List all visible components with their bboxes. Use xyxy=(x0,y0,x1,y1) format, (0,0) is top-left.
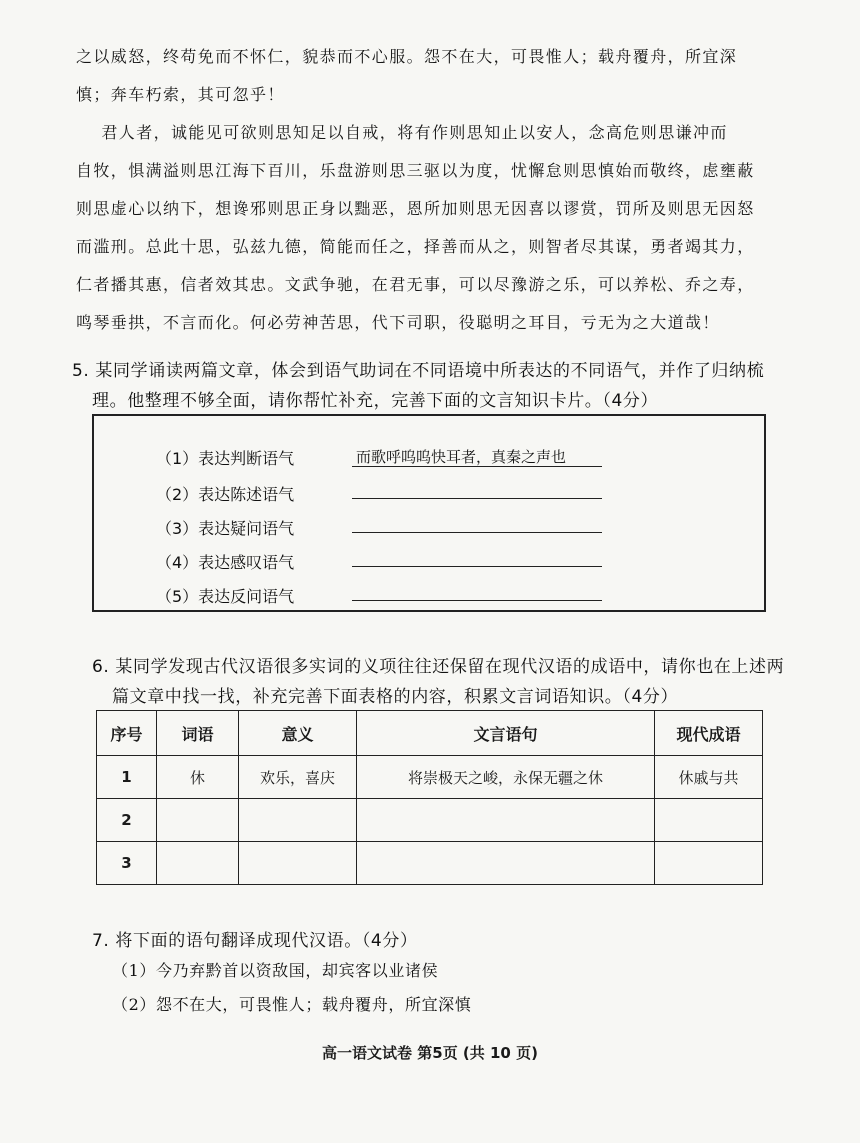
card-item-label: （3）表达疑问语气 xyxy=(156,519,295,538)
header-word: 词语 xyxy=(157,711,239,756)
question-7-item: （1）今乃弃黔首以资敌国，却宾客以业诸侯 xyxy=(112,961,439,980)
table-row xyxy=(97,842,763,885)
passage-line: 自牧，惧满溢则思江海下百川，乐盘游则思三驱以为度，忧懈怠则思慎始而敬终，虑壅蔽 xyxy=(76,161,755,180)
cell-index: 1 xyxy=(97,756,157,799)
card-item-label: （5）表达反问语气 xyxy=(156,587,295,606)
cell-index: 2 xyxy=(97,799,157,842)
card-item-answer: 而歌呼呜呜快耳者，真秦之声也 xyxy=(356,448,567,466)
question-5-text: 理。他整理不够全面，请你帮忙补充，完善下面的文言知识卡片。（4分） xyxy=(92,391,659,411)
passage-line: 则思虚心以纳下，想谗邪则思正身以黜恶，恩所加则思无因喜以谬赏，罚所及则思无因怒 xyxy=(76,199,755,218)
passage-line: 慎；奔车朽索，其可忽乎！ xyxy=(76,85,285,104)
cell-meaning: 欢乐，喜庆 xyxy=(239,756,357,799)
cell-word xyxy=(157,799,239,842)
page-footer: 高一语文试卷 第5页 (共 10 页) xyxy=(322,1044,538,1062)
passage-line: 之以威怒，终苟免而不怀仁，貌恭而不心服。怨不在大，可畏惟人；载舟覆舟，所宜深 xyxy=(76,47,738,66)
cell-meaning xyxy=(239,842,357,885)
question-6-text: 篇文章中找一找，补充完善下面表格的内容，积累文言词语知识。（4分） xyxy=(112,687,679,707)
header-idiom: 现代成语 xyxy=(655,711,763,756)
cell-sentence xyxy=(357,799,655,842)
cell-sentence: 将崇极天之峻，永保无疆之休 xyxy=(357,756,655,799)
card-item-label: （4）表达感叹语气 xyxy=(156,553,295,572)
cell-idiom xyxy=(655,842,763,885)
card-item-label: （2）表达陈述语气 xyxy=(156,485,295,504)
passage-line: 君人者，诚能见可欲则思知足以自戒，将有作则思知止以安人，念高危则思谦冲而 xyxy=(84,123,728,142)
passage-line: 鸣琴垂拱，不言而化。何必劳神苦思，代下司职，役聪明之耳目，亏无为之大道哉！ xyxy=(76,313,720,332)
vocabulary-table xyxy=(96,710,763,885)
passage-line: 仁者播其惠，信者效其忠。文武争驰，在君无事，可以尽豫游之乐，可以养松、乔之寿， xyxy=(76,275,755,294)
header-sentence: 文言语句 xyxy=(357,711,655,756)
header-meaning: 意义 xyxy=(239,711,357,756)
cell-word: 休 xyxy=(157,756,239,799)
answer-line xyxy=(352,466,602,467)
card-item-label: （1）表达判断语气 xyxy=(156,449,295,468)
question-7-item: （2）怨不在大，可畏惟人；载舟覆舟，所宜深慎 xyxy=(112,995,472,1014)
cell-meaning xyxy=(239,799,357,842)
table-row xyxy=(97,756,763,799)
question-5-text: 5. 某同学诵读两篇文章，体会到语气助词在不同语境中所表达的不同语气，并作了归纳梳 xyxy=(72,361,765,381)
answer-line xyxy=(352,566,602,567)
header-index: 序号 xyxy=(97,711,157,756)
cell-word xyxy=(157,842,239,885)
answer-line xyxy=(352,600,602,601)
answer-line xyxy=(352,532,602,533)
question-7-title: 7. 将下面的语句翻译成现代汉语。（4分） xyxy=(92,931,418,951)
cell-idiom: 休戚与共 xyxy=(655,756,763,799)
question-6-text: 6. 某同学发现古代汉语很多实词的义项往往还保留在现代汉语的成语中，请你也在上述两 xyxy=(92,657,785,677)
cell-idiom xyxy=(655,799,763,842)
cell-index: 3 xyxy=(97,842,157,885)
table-header-row xyxy=(97,711,763,756)
passage-line: 而滥刑。总此十思，弘兹九德，简能而任之，择善而从之，则智者尽其谋，勇者竭其力， xyxy=(76,237,755,256)
answer-line xyxy=(352,498,602,499)
table-row xyxy=(97,799,763,842)
cell-sentence xyxy=(357,842,655,885)
knowledge-card xyxy=(92,414,766,612)
